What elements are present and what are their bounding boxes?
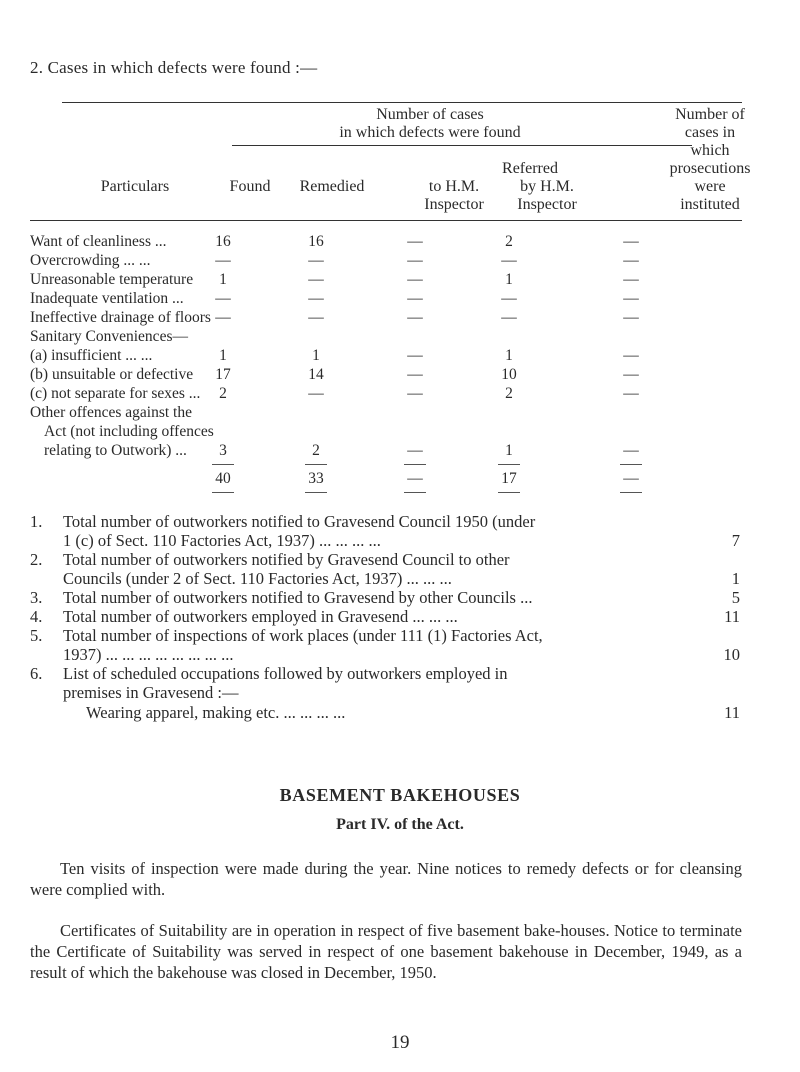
cell-prosecutions: — bbox=[623, 442, 639, 459]
table-totals-row bbox=[30, 470, 730, 488]
header-prosecutions-line5: were bbox=[694, 178, 726, 195]
row-label: Inadequate ventilation ... bbox=[30, 290, 184, 307]
cell-remedied: — bbox=[308, 271, 324, 288]
total-by-hm: 17 bbox=[501, 470, 517, 487]
total-found: 40 bbox=[215, 470, 231, 487]
cell-by-hm: — bbox=[501, 309, 517, 326]
item-text-line1: Total number of inspections of work places (under 111 (1) Factories Act, bbox=[63, 626, 543, 645]
item-number: 6. bbox=[30, 664, 43, 683]
row-label: Ineffective drainage of floors bbox=[30, 309, 211, 326]
table-top-rule bbox=[62, 102, 742, 103]
cell-prosecutions: — bbox=[623, 347, 639, 364]
item-text-line2: 1 (c) of Sect. 110 Factories Act, 1937) ... ... ... ... bbox=[63, 531, 381, 550]
table-row bbox=[30, 385, 730, 403]
cell-to-hm: — bbox=[407, 309, 423, 326]
item-text-line1: List of scheduled occupations followed by outworkers employed in bbox=[63, 664, 508, 683]
table-row bbox=[30, 309, 730, 327]
table-row bbox=[30, 271, 730, 289]
cell-found: 2 bbox=[219, 385, 227, 402]
cell-found: — bbox=[215, 309, 231, 326]
page-number: 19 bbox=[390, 1032, 410, 1053]
row-label: relating to Outwork) ... bbox=[44, 442, 187, 459]
row-label: Other offences against the bbox=[30, 404, 192, 421]
header-to-hm-line2: Inspector bbox=[424, 196, 484, 213]
cell-prosecutions: — bbox=[623, 252, 639, 269]
cell-by-hm: — bbox=[501, 290, 517, 307]
header-bottom-rule bbox=[30, 220, 742, 221]
sum-rule-to-hm bbox=[404, 464, 426, 465]
cell-remedied: 1 bbox=[312, 347, 320, 364]
item-value: 5 bbox=[731, 588, 740, 607]
cell-to-hm: — bbox=[407, 366, 423, 383]
header-prosecutions-line6: instituted bbox=[680, 196, 740, 213]
cell-prosecutions: — bbox=[623, 366, 639, 383]
double-rule-by-hm bbox=[498, 492, 520, 493]
item-number: 5. bbox=[30, 626, 43, 645]
header-prosecutions-line4: prosecutions bbox=[669, 160, 751, 177]
table-row bbox=[30, 252, 730, 270]
bakehouses-paragraph-1: Ten visits of inspection were made during the year. Nine notices to remedy defects or for cleansing were complied with. bbox=[30, 859, 742, 899]
item-number: 3. bbox=[30, 588, 43, 607]
cell-found: 3 bbox=[219, 442, 227, 459]
cell-remedied: 14 bbox=[308, 366, 324, 383]
sum-rule-found bbox=[212, 464, 234, 465]
cell-to-hm: — bbox=[407, 252, 423, 269]
item-text-line1: Total number of outworkers notified by Gravesend Council to other bbox=[63, 550, 510, 569]
cell-remedied: 2 bbox=[312, 442, 320, 459]
row-label: (b) unsuitable or defective bbox=[30, 366, 194, 383]
header-particulars: Particulars bbox=[100, 178, 170, 195]
bakehouses-subtitle: Part IV. of the Act. bbox=[336, 816, 464, 833]
header-group-line1: Number of cases bbox=[376, 106, 484, 123]
header-by-hm-line2: Inspector bbox=[517, 196, 577, 213]
row-label: (c) not separate for sexes ... bbox=[30, 385, 201, 402]
cell-prosecutions: — bbox=[623, 271, 639, 288]
double-rule-remedied bbox=[305, 492, 327, 493]
header-to-hm-line1: to H.M. bbox=[428, 178, 480, 195]
cell-to-hm: — bbox=[407, 233, 423, 250]
total-prosecutions: — bbox=[623, 470, 639, 487]
cell-to-hm: — bbox=[407, 442, 423, 459]
item-number: 4. bbox=[30, 607, 43, 626]
double-rule-found bbox=[212, 492, 234, 493]
cell-remedied: 16 bbox=[308, 233, 324, 250]
cell-found: 1 bbox=[219, 347, 227, 364]
cell-remedied: — bbox=[308, 309, 324, 326]
table-row bbox=[30, 423, 730, 441]
sum-rule-prosecutions bbox=[620, 464, 642, 465]
sum-rule-by-hm bbox=[498, 464, 520, 465]
row-label: Overcrowding ... ... bbox=[30, 252, 151, 269]
row-label: Act (not including offences bbox=[44, 423, 214, 440]
item-text-line1: Total number of outworkers notified to Gravesend by other Councils ... bbox=[63, 588, 533, 607]
cell-found: — bbox=[215, 252, 231, 269]
cell-prosecutions: — bbox=[623, 290, 639, 307]
cell-found: — bbox=[215, 290, 231, 307]
header-found: Found bbox=[229, 178, 271, 195]
bakehouses-paragraph-2: Certificates of Suitability are in operation in respect of five basement bake-houses. Notice to terminate the Certificate of Suitability was served in respect of one basement bakehouse in December, 1949, as a result of which the bakehouse was closed in December, 1950. bbox=[30, 921, 742, 982]
bakehouses-title: BASEMENT BAKEHOUSES bbox=[279, 785, 521, 805]
table-row bbox=[30, 233, 730, 251]
row-label: Want of cleanliness ... bbox=[30, 233, 167, 250]
occupation-label: Wearing apparel, making etc. ... ... ... ... bbox=[86, 703, 346, 722]
cell-found: 1 bbox=[219, 271, 227, 288]
cell-to-hm: — bbox=[407, 290, 423, 307]
section-heading: 2. Cases in which defects were found :— bbox=[30, 58, 318, 77]
cell-by-hm: 1 bbox=[505, 442, 513, 459]
cell-by-hm: 10 bbox=[501, 366, 517, 383]
total-to-hm: — bbox=[407, 470, 423, 487]
header-remedied: Remedied bbox=[299, 178, 365, 195]
cell-prosecutions: — bbox=[623, 385, 639, 402]
header-group-rule bbox=[232, 145, 692, 146]
cell-prosecutions: — bbox=[623, 233, 639, 250]
cell-to-hm: — bbox=[407, 271, 423, 288]
header-prosecutions-line2: cases in bbox=[684, 124, 736, 141]
item-value: 10 bbox=[723, 645, 740, 664]
item-value: 1 bbox=[731, 569, 740, 588]
cell-prosecutions: — bbox=[623, 309, 639, 326]
item-number: 1. bbox=[30, 512, 43, 531]
cell-by-hm: 1 bbox=[505, 347, 513, 364]
item-text-line2: 1937) ... ... ... ... ... ... ... ... bbox=[63, 645, 234, 664]
table-row bbox=[30, 366, 730, 384]
sum-rule-remedied bbox=[305, 464, 327, 465]
table-row bbox=[30, 404, 730, 422]
cell-remedied: — bbox=[308, 252, 324, 269]
cell-to-hm: — bbox=[407, 347, 423, 364]
item-value: 11 bbox=[724, 607, 740, 626]
cell-remedied: — bbox=[308, 290, 324, 307]
row-label: Sanitary Conveniences— bbox=[30, 328, 188, 345]
occupation-value: 11 bbox=[724, 703, 740, 722]
header-referred: Referred bbox=[502, 160, 558, 177]
item-text-line2: Councils (under 2 of Sect. 110 Factories Act, 1937) ... ... ... bbox=[63, 569, 452, 588]
header-prosecutions-line1: Number of bbox=[675, 106, 745, 123]
header-by-hm-line1: by H.M. bbox=[520, 178, 574, 195]
cell-by-hm: 1 bbox=[505, 271, 513, 288]
header-group-line2: in which defects were found bbox=[339, 124, 521, 141]
row-label: (a) insufficient ... ... bbox=[30, 347, 153, 364]
cell-by-hm: 2 bbox=[505, 233, 513, 250]
total-remedied: 33 bbox=[308, 470, 324, 487]
cell-found: 17 bbox=[215, 366, 231, 383]
row-label: Unreasonable temperature bbox=[30, 271, 194, 288]
item-text-line1: Total number of outworkers employed in Gravesend ... ... ... bbox=[63, 607, 458, 626]
item-text-line2: premises in Gravesend :— bbox=[63, 683, 239, 702]
header-prosecutions-line3: which bbox=[690, 142, 730, 159]
double-rule-to-hm bbox=[404, 492, 426, 493]
cell-found: 16 bbox=[215, 233, 231, 250]
item-value: 7 bbox=[731, 531, 740, 550]
item-number: 2. bbox=[30, 550, 43, 569]
cell-remedied: — bbox=[308, 385, 324, 402]
table-row bbox=[30, 290, 730, 308]
double-rule-prosecutions bbox=[620, 492, 642, 493]
table-row bbox=[30, 328, 730, 346]
cell-to-hm: — bbox=[407, 385, 423, 402]
table-row bbox=[30, 347, 730, 365]
cell-by-hm: — bbox=[501, 252, 517, 269]
cell-by-hm: 2 bbox=[505, 385, 513, 402]
item-text-line1: Total number of outworkers notified to Gravesend Council 1950 (under bbox=[63, 512, 536, 531]
table-row bbox=[30, 442, 730, 460]
